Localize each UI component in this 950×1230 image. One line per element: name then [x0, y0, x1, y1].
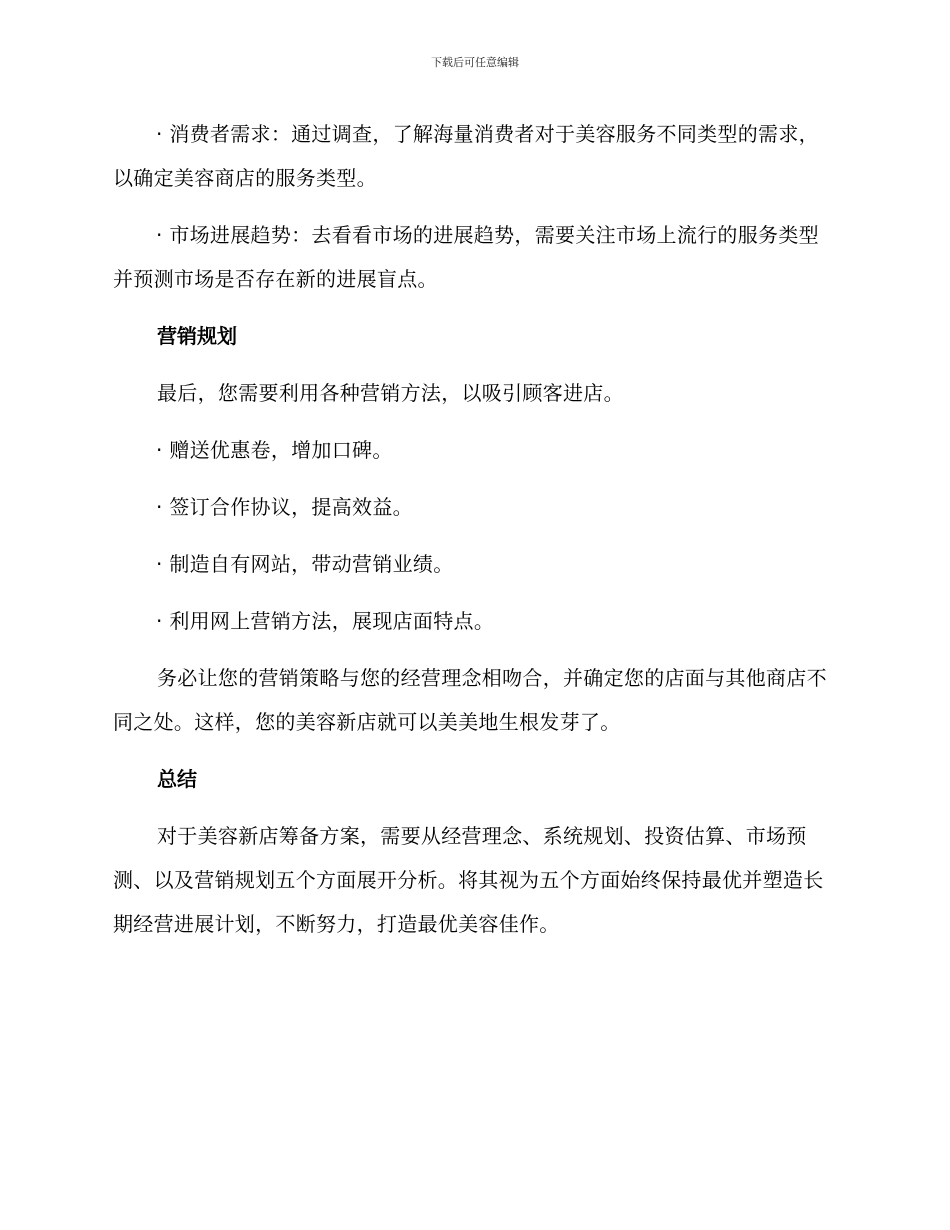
- bullet-online-marketing: · 利用网上营销方法，展现店面特点。: [156, 609, 495, 633]
- bullet-market-trend: · 市场进展趋势：去看看市场的进展趋势，需要关注市场上流行的服务类型并预测市场是否存在新的进展盲点。: [113, 223, 819, 291]
- document-body: [113, 112, 835, 959]
- paragraph-summary: 对于美容新店筹备方案，需要从经营理念、系统规划、投资估算、市场预测、以及营销规划五个方面展开分析。将其视为五个方面始终保持最优并塑造长期经营进展计划，不断努力，打造最优美容佳作。: [113, 824, 824, 936]
- bullet-consumer-demand: · 消费者需求：通过调查，了解海量消费者对于美容服务不同类型的需求，以确定美容商店的服务类型。: [113, 122, 819, 190]
- paragraph-marketing-strategy: 务必让您的营销策略与您的经营理念相吻合，并确定您的店面与其他商店不同之处。这样，您的美容新店就可以美美地生根发芽了。: [113, 666, 827, 734]
- header-note: 下载后可任意编辑: [431, 56, 519, 69]
- section-heading-summary: 总结: [157, 767, 197, 791]
- bullet-coupon: · 赠送优惠卷，增加口碑。: [156, 438, 393, 462]
- paragraph-marketing-intro: 最后，您需要利用各种营销方法，以吸引顾客进店。: [157, 381, 624, 405]
- bullet-cooperation: · 签订合作协议，提高效益。: [156, 495, 413, 519]
- section-heading-marketing: 营销规划: [157, 324, 237, 348]
- bullet-website: · 制造自有网站，带动营销业绩。: [156, 552, 454, 576]
